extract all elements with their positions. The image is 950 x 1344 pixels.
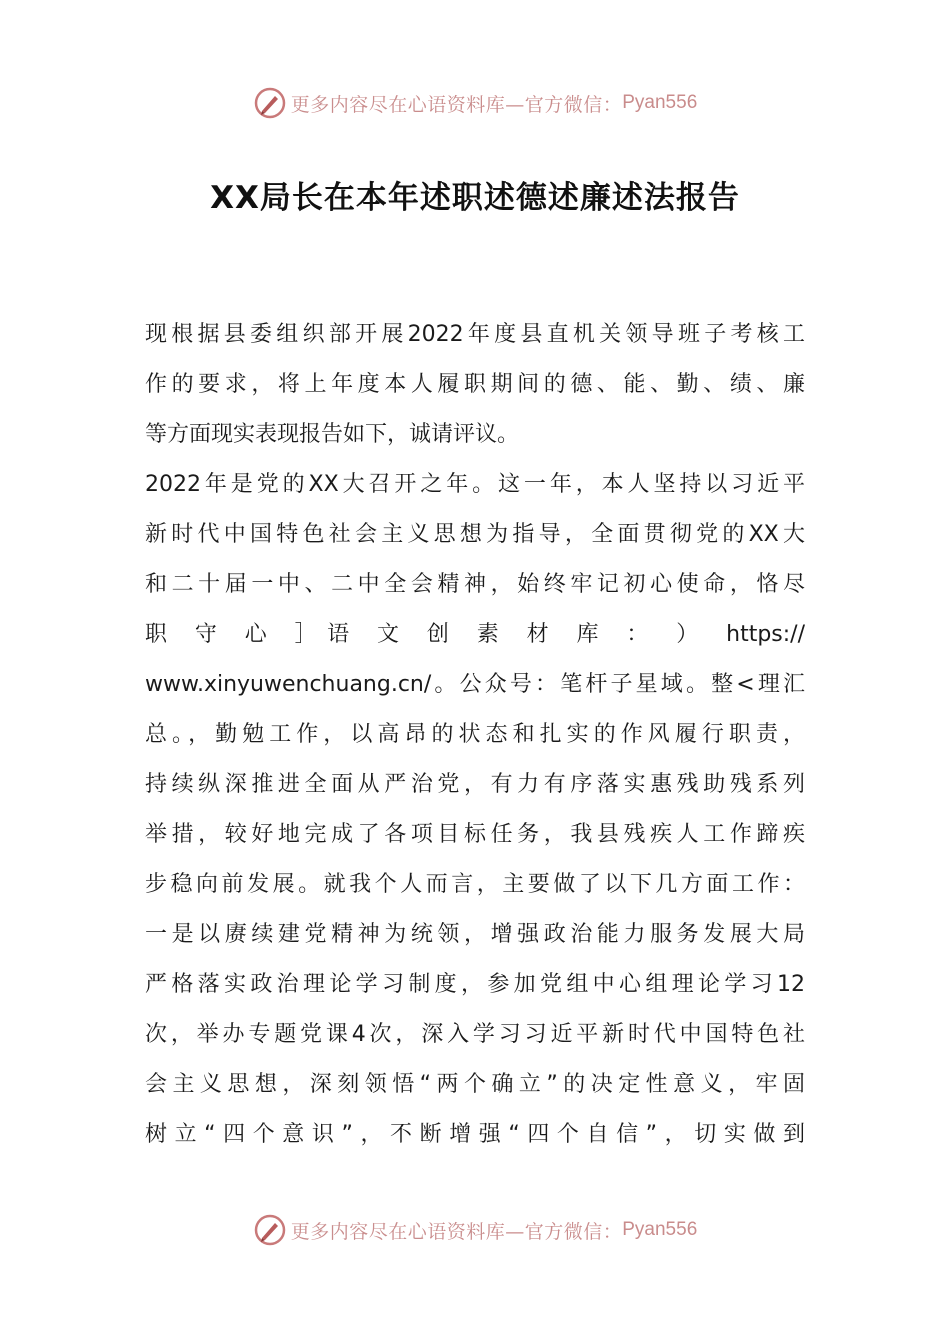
body-line: 职 守 心 ］语 文 创 素 材 库 ： ） https://: [145, 622, 805, 647]
body-line: 新时代中国特色社会主义思想为指导，全面贯彻党的XX大: [145, 522, 805, 547]
watermark-wechat-id: Pyan556: [622, 92, 698, 113]
body-line: 会主义思想，深刻领悟“两个确立”的决定性意义，牢固: [145, 1072, 805, 1097]
header-watermark: [0, 83, 950, 123]
body-line: 现根据县委组织部开展2022年度县直机关领导班子考核工: [145, 322, 805, 347]
document-title: XX局长在本年述职述德述廉述法报告: [210, 180, 740, 216]
body-line: 树立“四个意识”，不断增强“四个自信”，切实做到: [145, 1122, 805, 1147]
body-line: 作的要求，将上年度本人履职期间的德、能、勤、绩、廉: [145, 372, 805, 397]
body-line: 举措，较好地完成了各项目标任务，我县残疾人工作蹄疾: [145, 822, 805, 847]
document-body: [145, 310, 805, 1160]
body-line: 一是以赓续建党精神为统领，增强政治能力服务发展大局: [145, 922, 805, 947]
pen-logo-icon: [253, 1213, 287, 1247]
pen-logo-icon: [253, 86, 287, 120]
body-line: 严格落实政治理论学习制度，参加党组中心组理论学习12: [145, 972, 805, 997]
body-line: www.xinyuwenchuang.cn/。公众号：笔杆子星域。整<理汇: [145, 672, 805, 697]
body-line: 等方面现实表现报告如下，诚请评议。: [145, 422, 520, 447]
watermark-text: 更多内容尽在心语资料库—官方微信：: [290, 1220, 623, 1243]
body-line: 2022年是党的XX大召开之年。这一年，本人坚持以习近平: [145, 472, 805, 497]
body-line: 总。，勤勉工作，以高昂的状态和扎实的作风履行职责，: [145, 722, 805, 747]
body-line: 和二十届一中、二中全会精神，始终牢记初心使命，恪尽: [145, 572, 805, 597]
watermark-wechat-id: Pyan556: [622, 1219, 698, 1240]
footer-watermark: [0, 1210, 950, 1250]
body-line: 步稳向前发展。就我个人而言，主要做了以下几方面工作：: [145, 872, 805, 897]
body-line: 次，举办专题党课4次，深入学习习近平新时代中国特色社: [145, 1022, 805, 1047]
body-line: 持续纵深推进全面从严治党，有力有序落实惠残助残系列: [145, 772, 805, 797]
watermark-text: 更多内容尽在心语资料库—官方微信：: [290, 93, 623, 116]
